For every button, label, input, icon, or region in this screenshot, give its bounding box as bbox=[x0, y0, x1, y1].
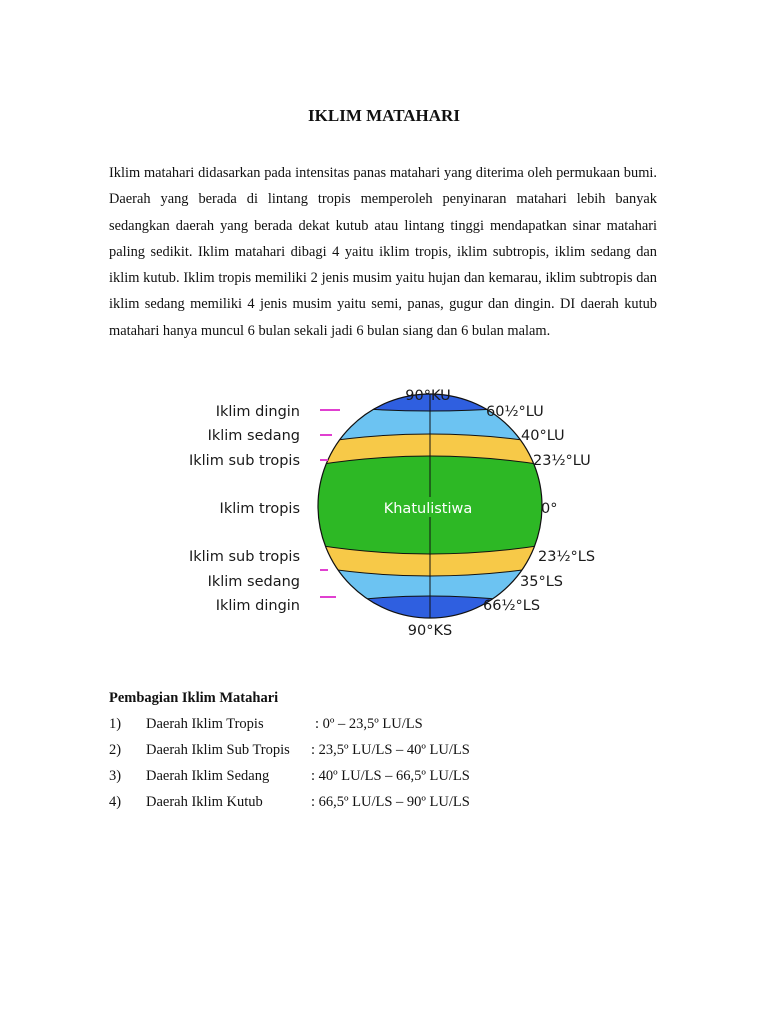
climate-zones-globe bbox=[160, 380, 610, 640]
label-right-6: 66½°LS bbox=[483, 598, 541, 614]
label-left-tropic: Iklim tropis bbox=[219, 501, 300, 517]
list-number: 2) bbox=[109, 742, 122, 758]
section-heading: Pembagian Iklim Matahari bbox=[109, 690, 279, 706]
label-north-pole: 90°KU bbox=[405, 388, 451, 404]
intro-paragraph: Iklim matahari didasarkan pada intensitas panas matahari yang diterima oleh permukaan bumi. Daerah yang berada di lintang tropis memperoleh penyinaran matahari lebih banyak sedangkan daerah yang berada dekat kutub atau lintang tinggi mendapatkan sinar matahari paling sedikit. Iklim matahari dibagi 4 yaitu iklim tropis, iklim subtropis, iklim sedang dan iklim kutub. Iklim tropis memiliki 2 jenis musim yaitu hujan dan kemarau, iklim subtropis dan iklim sedang memiliki 4 jenis musim yaitu semi, panas, gugur dan dingin. DI daerah kutub matahari hanya muncul 6 bulan sekali jadi 6 bulan siang dan 6 bulan malam. bbox=[109, 165, 657, 339]
label-left-temperate-north: Iklim sedang bbox=[207, 428, 300, 444]
zone-name: Daerah Iklim Sedang bbox=[146, 768, 270, 784]
label-left-subtropic-south: Iklim sub tropis bbox=[188, 549, 300, 565]
zone-range: : 66,5º LU/LS – 90º LU/LS bbox=[311, 794, 470, 810]
label-right-2: 23½°LU bbox=[533, 453, 591, 469]
page-title: IKLIM MATAHARI bbox=[308, 106, 460, 125]
label-right-1: 40°LU bbox=[521, 428, 565, 444]
label-left-temperate-south: Iklim sedang bbox=[207, 574, 300, 590]
zone-range: : 23,5º LU/LS – 40º LU/LS bbox=[311, 742, 470, 758]
label-right-3: 0° bbox=[541, 501, 558, 517]
zone-name: Daerah Iklim Kutub bbox=[146, 794, 263, 810]
label-right-4: 23½°LS bbox=[538, 549, 596, 565]
label-left-cold-north: Iklim dingin bbox=[215, 404, 300, 420]
label-equator: Khatulistiwa bbox=[383, 501, 473, 517]
label-right-0: 60½°LU bbox=[486, 404, 544, 420]
list-number: 4) bbox=[109, 794, 122, 810]
zone-name: Daerah Iklim Sub Tropis bbox=[146, 742, 290, 758]
zone-range: : 0º – 23,5º LU/LS bbox=[315, 716, 423, 732]
list-number: 3) bbox=[109, 768, 122, 784]
label-left-subtropic-north: Iklim sub tropis bbox=[188, 453, 300, 469]
zone-name: Daerah Iklim Tropis bbox=[146, 716, 264, 732]
zone-range: : 40º LU/LS – 66,5º LU/LS bbox=[311, 768, 470, 784]
label-left-cold-south: Iklim dingin bbox=[215, 598, 300, 614]
label-right-5: 35°LS bbox=[520, 574, 563, 590]
label-south-pole: 90°KS bbox=[407, 623, 453, 639]
list-number: 1) bbox=[109, 716, 122, 732]
